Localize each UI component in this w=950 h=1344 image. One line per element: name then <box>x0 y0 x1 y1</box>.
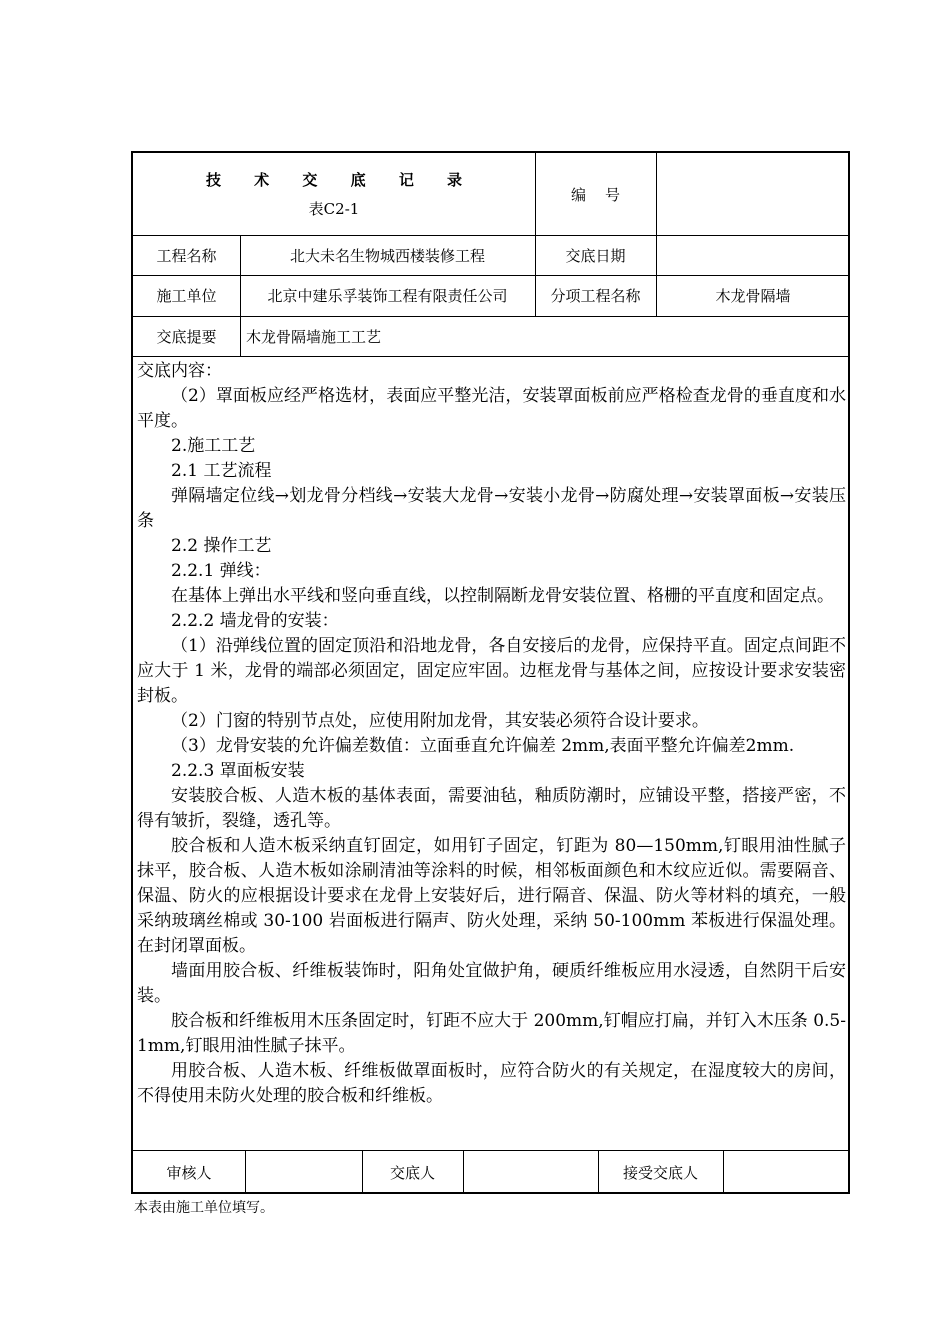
content-paragraph: 弹隔墙定位线→划龙骨分档线→安装大龙骨→安装小龙骨→防腐处理→安装罩面板→安装压条 <box>137 486 846 531</box>
content-paragraph: 在基体上弹出水平线和竖向垂直线，以控制隔断龙骨安装位置、格栅的平直度和固定点。 <box>171 586 834 606</box>
content-paragraph: 用胶合板、人造木板、纤维板做罩面板时，应符合防火的有关规定，在湿度较大的房间，不得使用未防火处理的胶合板和纤维板。 <box>137 1061 846 1106</box>
content-paragraph: （1）沿弹线位置的固定顶沿和沿地龙骨，各自安接后的龙骨，应保持平直。固定点间距不应大于 1 米，龙骨的端部必须固定，固定应牢固。边框龙骨与基体之间，应按设计要求安装密封板。 <box>137 636 846 706</box>
content-paragraph: 2.2.3 罩面板安装 <box>171 761 305 781</box>
disclosure-form <box>131 151 850 1194</box>
date-field[interactable] <box>656 235 850 275</box>
row-divider <box>133 356 848 357</box>
subproject-field[interactable]: 木龙骨隔墙 <box>715 287 791 305</box>
discloser-field[interactable] <box>463 1150 598 1194</box>
receiver-field[interactable] <box>723 1150 850 1194</box>
footnote: 本表由施工单位填写。 <box>134 1200 274 1216</box>
receiver-label: 接受交底人 <box>622 1163 698 1182</box>
summary-label: 交底提要 <box>156 327 217 346</box>
content-paragraph: 墙面用胶合板、纤维板装饰时，阳角处宜做护角，硬质纤维板应用水浸透，自然阴干后安装。 <box>137 961 846 1006</box>
contractor-label: 施工单位 <box>156 287 217 305</box>
reviewer-label: 审核人 <box>166 1163 212 1182</box>
discloser-label: 交底人 <box>389 1163 435 1182</box>
summary-field[interactable]: 木龙骨隔墙施工工艺 <box>246 327 382 346</box>
disclosure-content <box>137 359 846 1109</box>
content-paragraph: 胶合板和纤维板用木压条固定时，钉距不应大于 200mm,钉帽应打扁，并钉入木压条 0.5-1mm,钉眼用油性腻子抹平。 <box>137 1011 846 1056</box>
content-paragraph: 2.2.1 弹线： <box>171 561 271 581</box>
content-paragraph: 安装胶合板、人造木板的基体表面，需要油毡，釉质防潮时，应铺设平整，搭接严密，不得有皱折，裂缝，透孔等。 <box>137 786 846 831</box>
form-title: 技 术 交 底 记 录 <box>205 171 477 189</box>
content-heading: 交底内容： <box>137 361 222 381</box>
content-paragraph: 2.2.2 墙龙骨的安装： <box>171 611 339 631</box>
date-label: 交底日期 <box>565 246 626 265</box>
content-paragraph: （2）门窗的特别节点处，应使用附加龙骨，其安装必须符合设计要求。 <box>171 711 709 731</box>
contractor-field[interactable]: 北京中建乐孚装饰工程有限责任公司 <box>267 287 508 305</box>
content-paragraph: （3）龙骨安装的允许偏差数值：立面垂直允许偏差 2mm,表面平整允许偏差2mm. <box>171 736 795 756</box>
project-name-label: 工程名称 <box>156 246 217 265</box>
content-paragraph: 2.1 工艺流程 <box>171 461 272 481</box>
number-field[interactable] <box>656 153 850 235</box>
number-label: 编 号 <box>570 185 621 204</box>
content-paragraph: （2）罩面板应经严格选材，表面应平整光洁，安装罩面板前应严格检查龙骨的垂直度和水平度。 <box>137 386 846 431</box>
project-name-field[interactable]: 北大未名生物城西楼装修工程 <box>289 246 485 265</box>
form-header <box>133 153 535 235</box>
content-paragraph: 2.2 操作工艺 <box>171 536 272 556</box>
content-paragraph: 胶合板和人造木板采纳直钉固定，如用钉子固定，钉距为 80—150mm,钉眼用油性腻子抹平，胶合板、人造木板如涂刷清油等涂料的时候，相邻板面颜色和木纹应近似。需要隔音、保温、防火的应根据设计要求在龙骨上安装好后，进行隔音、保温、防火等材料的填充，一般采纳玻璃丝棉或 30-100 岩面板进行隔声、防火处理，采纳 50-100mm 苯板进行保温处理。在封闭罩面板。 <box>137 836 846 956</box>
subproject-label: 分项工程名称 <box>550 287 641 305</box>
content-paragraph: 2.施工工艺 <box>171 436 256 456</box>
reviewer-field[interactable] <box>245 1150 362 1194</box>
form-code: 表C2-1 <box>308 200 360 218</box>
